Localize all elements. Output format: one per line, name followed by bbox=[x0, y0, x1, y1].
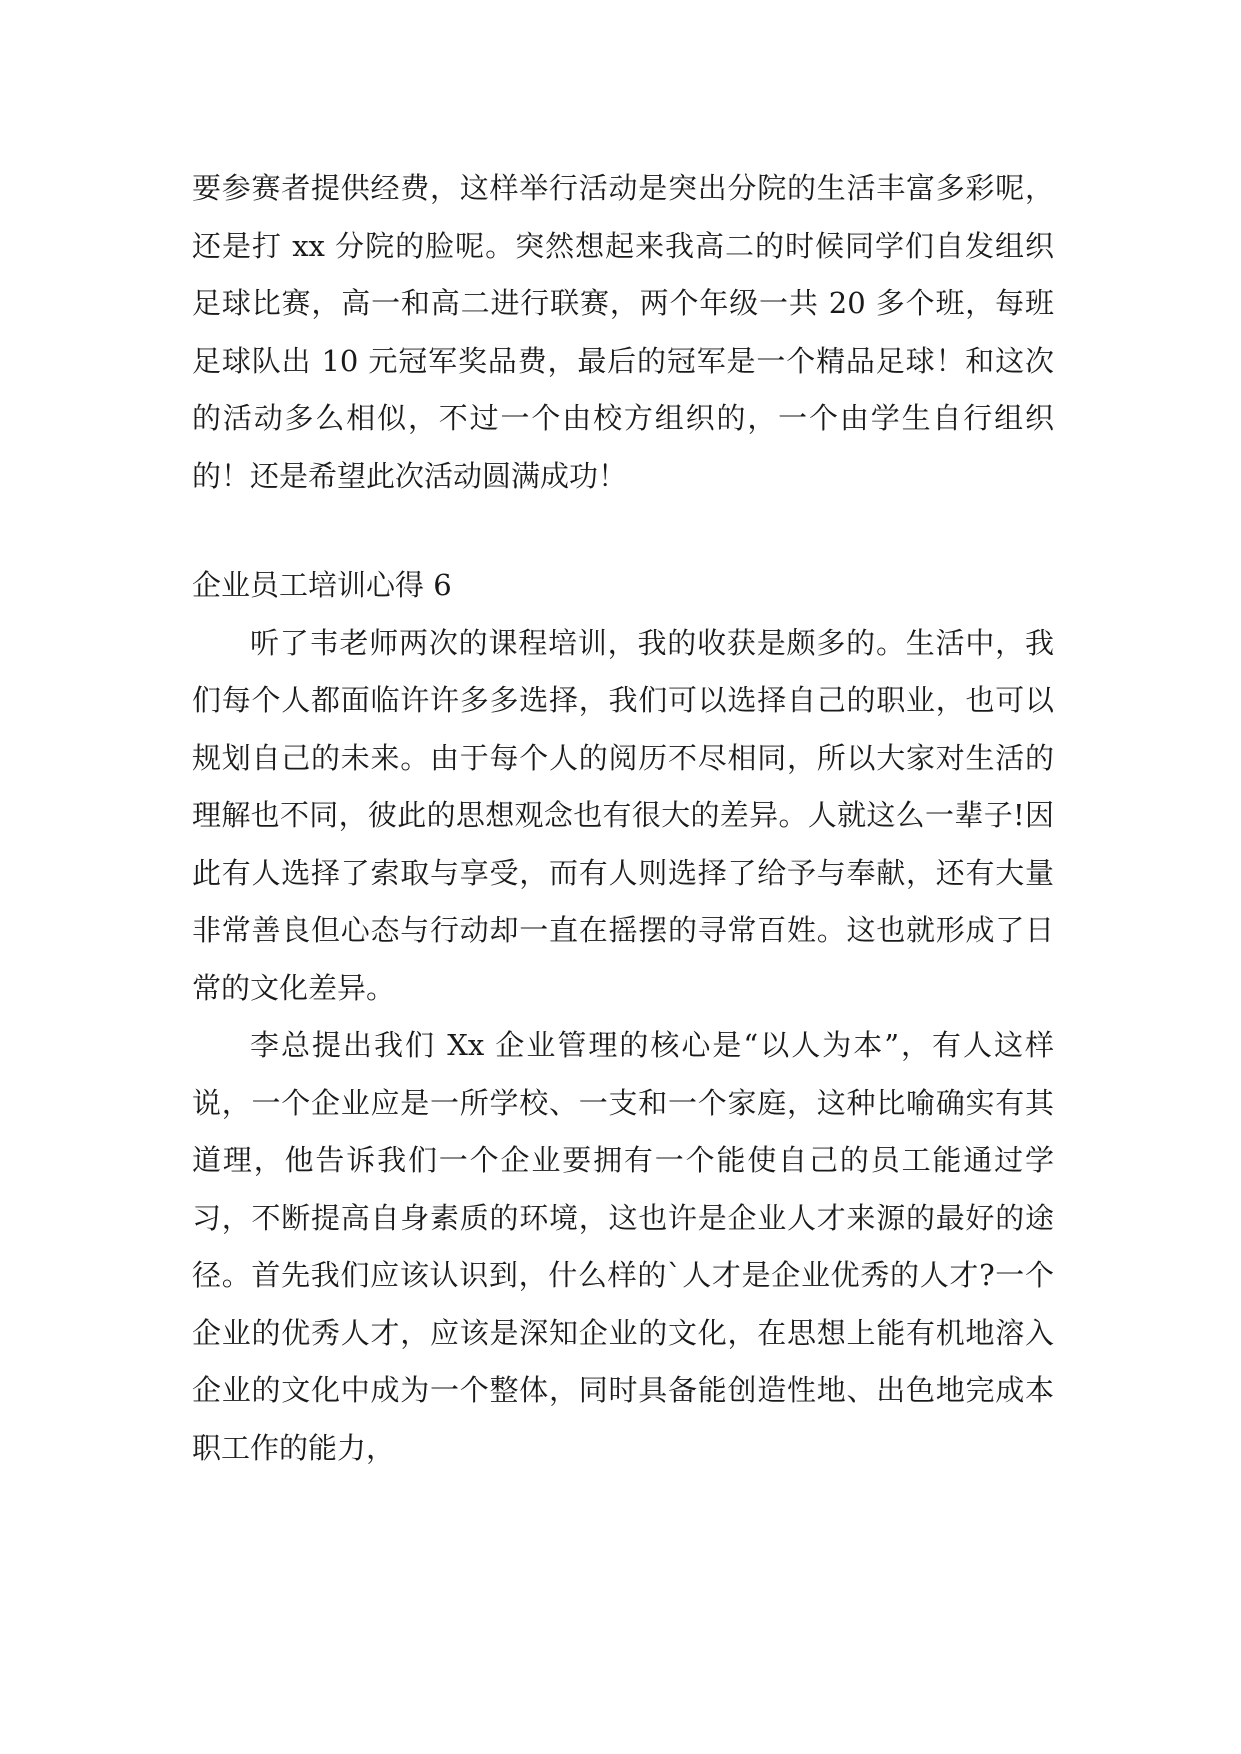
document-body bbox=[192, 160, 1054, 1477]
paragraph-2: 李总提出我们 Xx 企业管理的核心是“以人为本”，有人这样说，一个企业应是一所学校、一支和一个家庭，这种比喻确实有其道理，他告诉我们一个企业要拥有一个能使自己的员工能通过学习，不断提高自身素质的环境，这也许是企业人才来源的最好的途径。首先我们应该认识到，什么样的`人才是企业优秀的人才?一个企业的优秀人才，应该是深知企业的文化，在思想上能有机地溶入企业的文化中成为一个整体，同时具备能创造性地、出色地完成本职工作的能力， bbox=[192, 1028, 1054, 1465]
section-title: 企业员工培训心得 6 bbox=[192, 568, 452, 602]
paragraph-1: 听了韦老师两次的课程培训，我的收获是颇多的。生活中，我们每个人都面临许许多多选择，我们可以选择自己的职业，也可以规划自己的未来。由于每个人的阅历不尽相同，所以大家对生活的理解也不同，彼此的思想观念也有很大的差异。人就这么一辈子!因此有人选择了索取与享受，而有人则选择了给予与奉献，还有大量非常善良但心态与行动却一直在摇摆的寻常百姓。这也就形成了日常的文化差异。 bbox=[192, 625, 1054, 1005]
paragraph-continued: 要参赛者提供经费，这样举行活动是突出分院的生活丰富多彩呢，还是打 xx 分院的脸呢。突然想起来我高二的时候同学们自发组织足球比赛，高一和高二进行联赛，两个年级一共 20 多个班，每班足球队出 10 元冠军奖品费，最后的冠军是一个精品足球！和这次的活动多么相似，不过一个由校方组织的，一个由学生自行组织的！还是希望此次活动圆满成功！ bbox=[192, 171, 1054, 493]
